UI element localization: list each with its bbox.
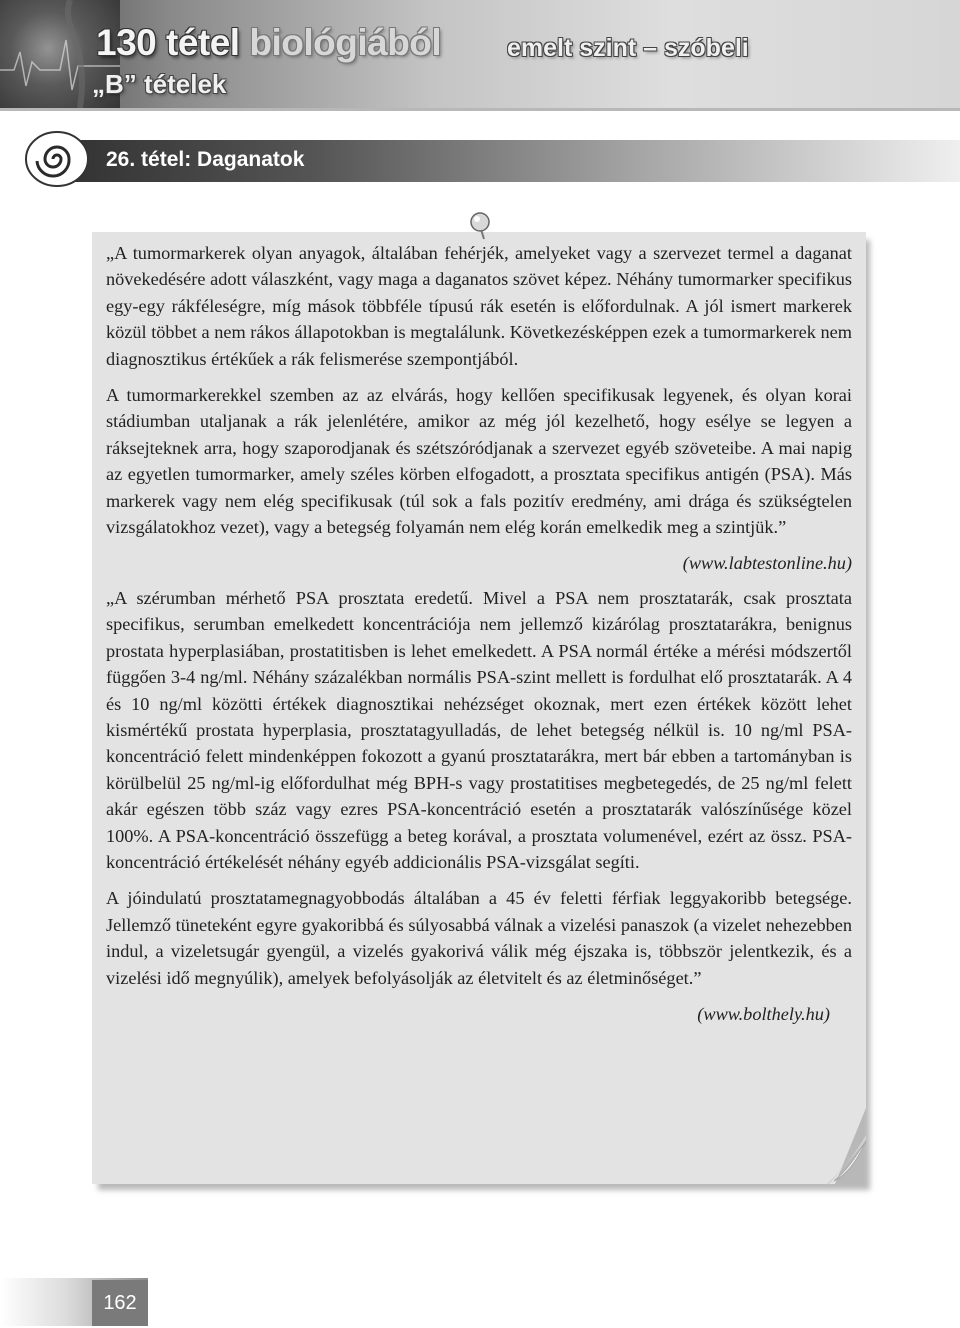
page-curl-icon bbox=[826, 1135, 870, 1185]
article-text bbox=[106, 240, 852, 1035]
paragraph-3: „A szérumban mérhető PSA prosztata eredetű. Mivel a PSA nem prosztatarák, csak prosztata specifikus, serumban emelkedett koncentrációja nem jellemző kizárólag prosztatarákra, benignus prostata hyperplasiában, prostatitisben is lehet emelkedett. A PSA normál értéke a mérési módszertől függően 3-4 ng/ml. Néhány százalékban normális PSA-szint mellett is fordulhat elő prosztatarák. A 4 és 10 ng/ml közötti értékek diagnosztikai nehézséget okoznak, mert ezen értékek között lehet kismértékű prostata hyperplasia, prosztatagyulladás, de lehet betegség nélkül is. 10 ng/ml PSA-koncentráció felett mindenképpen fokozott a gyanú prosztatarákra, mert bár ebben a tartományban is körülbelül 25 ng/ml-ig előfordulhat még BPH-s vagy prostatitises megbetegedés, de 25 ng/ml felett akár egészen több száz vagy ezres PSA-koncentráció esetén a prosztatarák valószínűsége közel 100%. A PSA-koncentráció összefügg a beteg korával, a prosztata volumenével, ezért az össz. PSA-koncentráció értékelését néhány egyéb addicionális PSA-vizsgálat segíti. bbox=[106, 587, 852, 872]
exam-level: emelt szint – szóbeli bbox=[507, 34, 749, 62]
paragraph-2: A tumormarkerekkel szemben az az elvárás, hogy kellően specifikusak legyenek, és olyan korai stádiumban utaljanak a rák jelenlétére, amikor az még jól kezelhető, hogy esélye se legyen a ráksejteknek arra, hogy szaporodjanak és szétszóródjanak a szervezet egyéb szöveteibe. A mai napig az egyetlen tumormarker, amely széles körben elfogadott, a prosztata specifikus antigén (PSA). Más markerek vagy nem elég specifikusak (túl sok a fals pozitív eredmény, ami drága és szükségtelen vizsgálatokhoz vezet), vagy a betegség folyamán nem elég korán emelkedik meg a szintjük.” bbox=[106, 385, 852, 538]
book-title-rest: biológiából bbox=[239, 22, 442, 63]
paragraph-1: „A tumormarkerek olyan anyagok, általában fehérjék, amelyeket vagy a szervezet termel a daganat növekedésére adott válaszként, vagy maga a daganatos szövet képez. Néhány tumormarker specifikus egy-egy rákféleségre, míg mások többféle típusú rák esetén is előfordulnak. A jól ismert markerek közül többet a nem rákos állapotokban is megtalálunk. Következésképpen ezek a tumormarkerek nem diagnosztikus értékűek a rák felismerése szempontjából. bbox=[106, 243, 852, 369]
source-2: (www.bolthely.hu) bbox=[697, 1003, 830, 1024]
book-title-main: 130 tétel bbox=[96, 22, 240, 63]
book-title bbox=[96, 24, 441, 61]
page-header bbox=[0, 0, 960, 108]
book-subtitle: „B” tételek bbox=[92, 69, 227, 99]
source-1: (www.labtestonline.hu) bbox=[682, 553, 852, 574]
section-title: 26. tétel: Daganatok bbox=[106, 148, 305, 171]
paragraph-4: A jóindulatú prosztatamegnagyobbodás általában a 45 év feletti férfiak leggyakoribb betegsége. Jellemző tüneteként egyre gyakoribbá és súlyosabbá válnak a vizelési panaszok (a vizelet nehezebben indul, a vizeletsugár gyengül, a vizelés gyakorivá válik még éjszaka is, többször jelentkezik, és a vizelési idő megnyúlik), amelyek befolyásolják az életvitelt és az életminőséget.” bbox=[106, 888, 852, 988]
pin-icon bbox=[469, 212, 491, 240]
page-number: 162 bbox=[92, 1280, 148, 1326]
spiral-icon bbox=[24, 130, 90, 188]
header-divider bbox=[0, 108, 960, 111]
